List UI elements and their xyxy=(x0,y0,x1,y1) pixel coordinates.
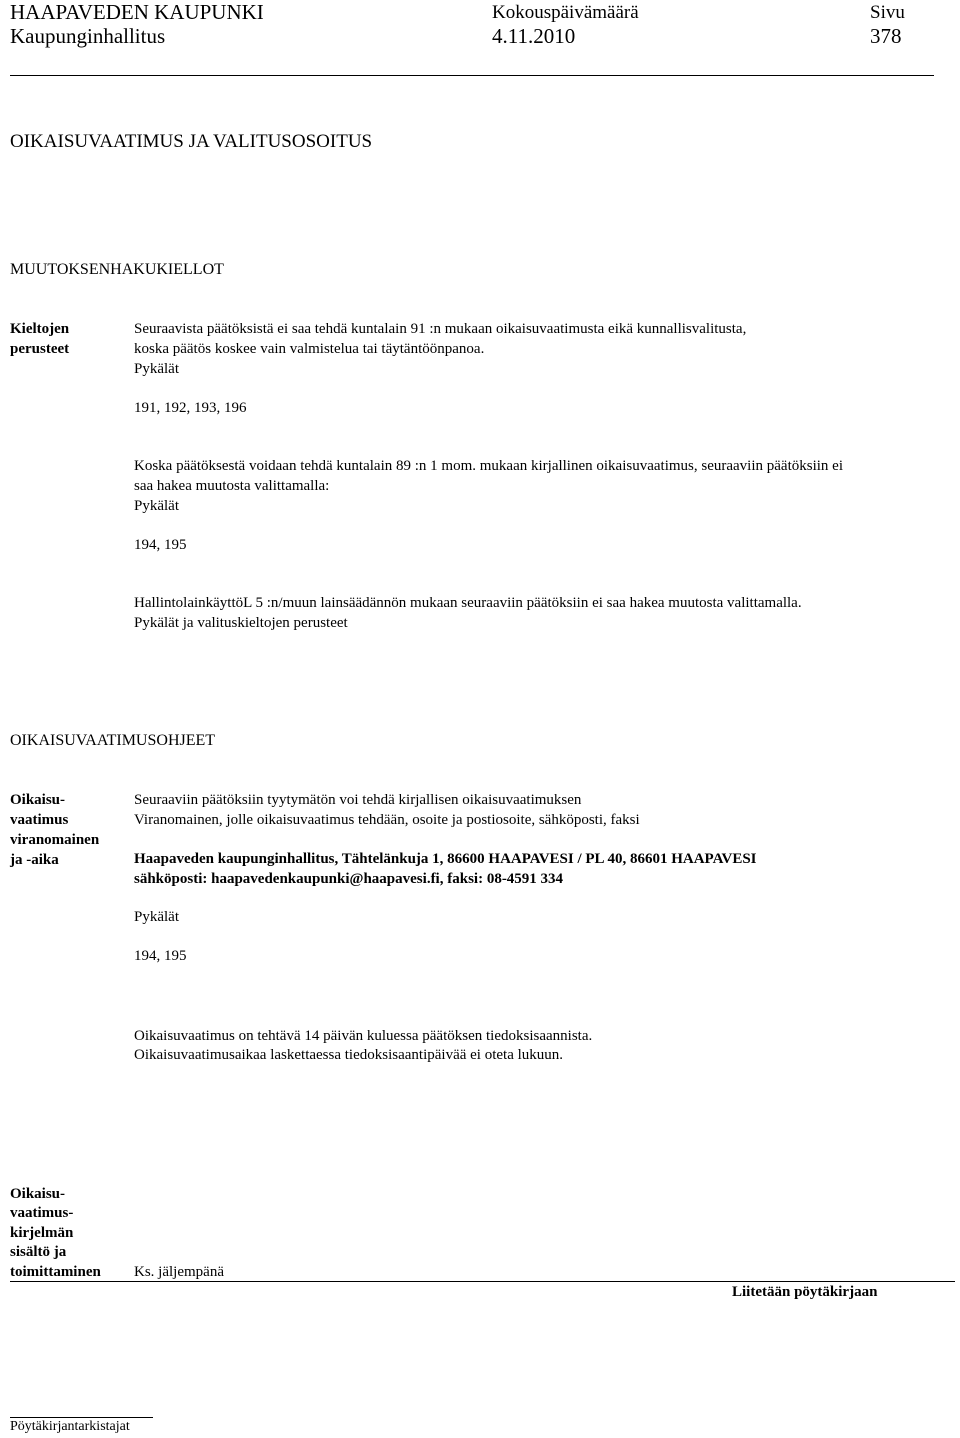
restrictions-para2-label: Pykälät xyxy=(134,498,179,514)
restrictions-side-label-2: perusteet xyxy=(10,341,70,357)
organization-name: HAAPAVEDEN KAUPUNKI xyxy=(10,0,264,24)
page-title: OIKAISUVAATIMUS JA VALITUSOSOITUS xyxy=(10,131,373,152)
content-side-label-1: Oikaisu- xyxy=(10,1186,66,1202)
instructions-heading: OIKAISUVAATIMUSOHJEET xyxy=(10,732,216,749)
content-side-label-4: sisältö ja xyxy=(10,1244,67,1260)
restrictions-para3-line1: HallintolainkäyttöL 5 :n/muun lainsäädännön mukaan seuraaviin päätöksiin ei saa hakea muutosta valittamalla. xyxy=(134,595,802,611)
content-reference: Ks. jäljempänä xyxy=(134,1264,224,1280)
restrictions-para2-sections: 194, 195 xyxy=(134,537,187,553)
authority-address: Haapaveden kaupunginhallitus, Tähtelänkuja 1, 86600 HAAPAVESI / PL 40, 86601 HAAPAVESI xyxy=(134,851,757,867)
meeting-date: 4.11.2010 xyxy=(492,24,576,48)
instructions-sections: 194, 195 xyxy=(134,948,187,964)
restrictions-para2-line2: saa hakea muutosta valittamalla: xyxy=(134,478,330,494)
instructions-line2: Viranomainen, jolle oikaisuvaatimus tehdään, osoite ja postiosoite, sähköposti, faksi xyxy=(134,812,640,828)
header-divider xyxy=(10,75,934,76)
deadline-line1: Oikaisuvaatimus on tehtävä 14 päivän kuluessa päätöksen tiedoksisaannista. xyxy=(134,1028,593,1044)
signature-label: Pöytäkirjantarkistajat xyxy=(10,1419,130,1434)
content-side-label-2: vaatimus- xyxy=(10,1205,74,1221)
instructions-side-label-1: Oikaisu- xyxy=(10,792,66,808)
restrictions-para1-sections: 191, 192, 193, 196 xyxy=(134,400,247,416)
restrictions-side-label-1: Kieltojen xyxy=(10,321,70,337)
page-label: Sivu xyxy=(870,2,905,23)
date-label: Kokouspäivämäärä xyxy=(492,2,639,23)
instructions-side-label-3: viranomainen xyxy=(10,832,100,848)
attachment-note: Liitetään pöytäkirjaan xyxy=(732,1284,878,1300)
instructions-sections-label: Pykälät xyxy=(134,909,179,925)
instructions-side-label-2: vaatimus xyxy=(10,812,69,828)
restrictions-para3-line2: Pykälät ja valituskieltojen perusteet xyxy=(134,615,348,631)
content-side-label-3: kirjelmän xyxy=(10,1225,74,1241)
deadline-line2: Oikaisuvaatimusaikaa laskettaessa tiedoksisaantipäivää ei oteta lukuun. xyxy=(134,1047,564,1063)
restrictions-para1-line1: Seuraavista päätöksistä ei saa tehdä kuntalain 91 :n mukaan oikaisuvaatimusta eikä kunnallisvalitusta, xyxy=(134,321,747,337)
page-number: 378 xyxy=(870,24,902,48)
restrictions-para2-line1: Koska päätöksestä voidaan tehdä kuntalain 89 :n 1 mom. mukaan kirjallinen oikaisuvaatimus, seuraaviin päätöksiin ei xyxy=(134,458,843,474)
meeting-body: Kaupunginhallitus xyxy=(10,24,166,48)
content-side-label-5: toimittaminen xyxy=(10,1264,101,1280)
restrictions-heading: MUUTOKSENHAKUKIELLOT xyxy=(10,261,224,278)
instructions-line1: Seuraaviin päätöksiin tyytymätön voi tehdä kirjallisen oikaisuvaatimuksen xyxy=(134,792,582,808)
instructions-side-label-4: ja -aika xyxy=(10,852,59,868)
restrictions-para1-line2: koska päätös koskee vain valmistelua tai täytäntöönpanoa. xyxy=(134,341,485,357)
authority-contact: sähköposti: haapavedenkaupunki@haapavesi.fi, faksi: 08-4591 334 xyxy=(134,871,564,887)
restrictions-para1-label: Pykälät xyxy=(134,361,179,377)
